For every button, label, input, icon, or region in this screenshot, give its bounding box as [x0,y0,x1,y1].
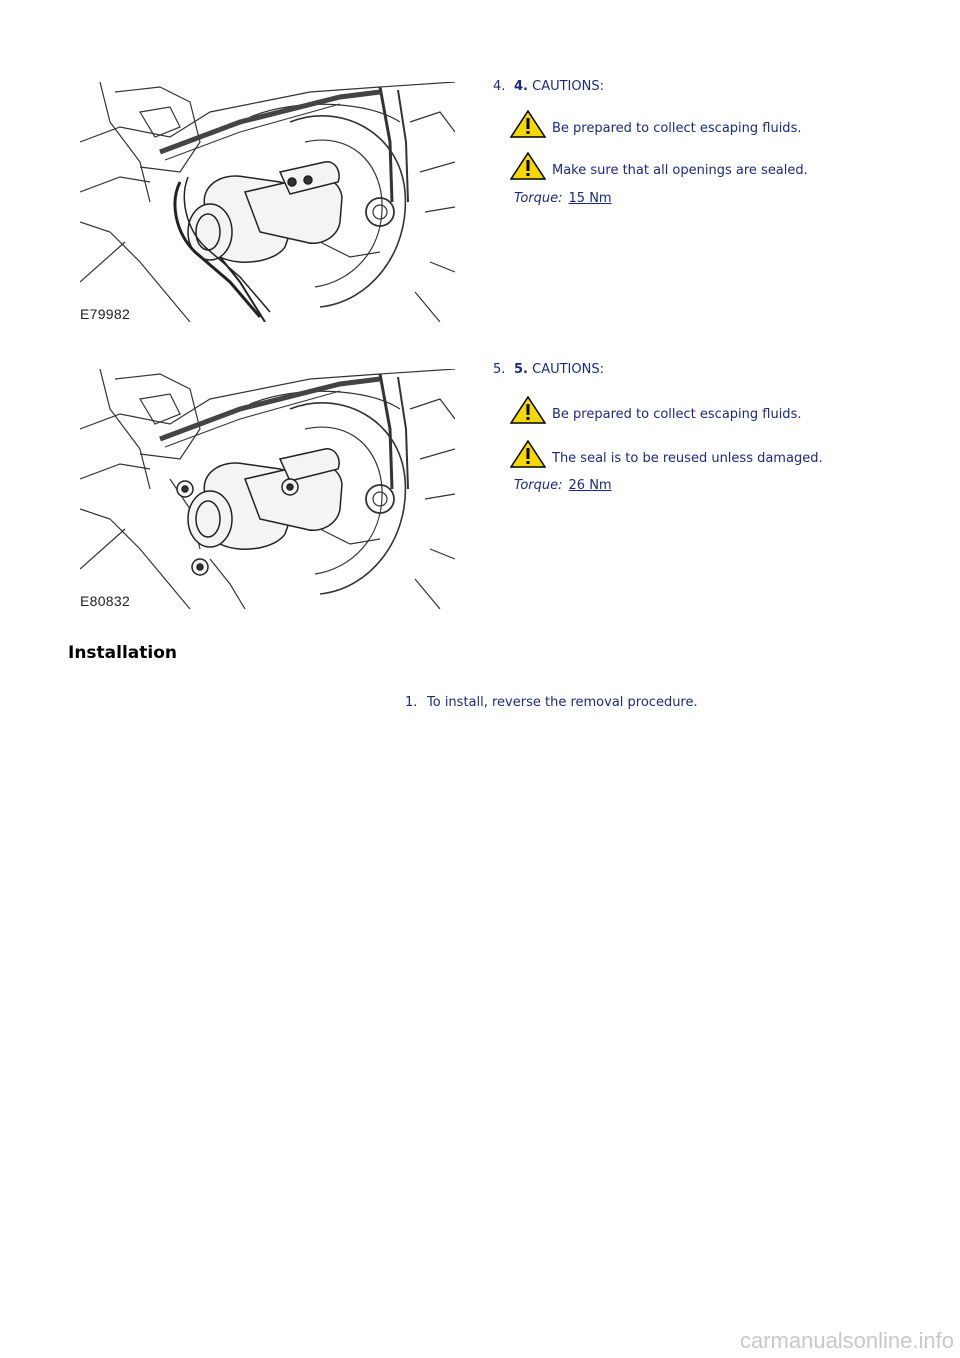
figure-label: E80832 [80,593,131,609]
caution-text: Make sure that all openings are sealed. [552,163,808,178]
illustration-master-cylinder [80,82,455,322]
step-number: 4. [493,79,506,94]
torque-label: Torque: [514,478,563,493]
caution-item [510,396,801,424]
torque-value-link[interactable]: 26 Nm [568,478,612,493]
watermark-footer: carmanualsonline.info [739,1328,954,1353]
step-number: 5. [493,362,506,377]
step-heading [514,79,604,94]
torque-spec [514,191,612,206]
section-title-installation: Installation [68,643,178,663]
caution-text: Be prepared to collect escaping fluids. [552,407,802,422]
step-heading [514,362,604,377]
caution-item [510,152,808,180]
torque-spec [514,478,612,493]
caution-text: Be prepared to collect escaping fluids. [552,121,802,136]
step-heading-number: 4. [514,79,528,94]
illustration-master-cylinder [80,369,455,609]
caution-item [510,110,801,138]
warning-triangle-icon [510,152,546,180]
figure-label: E79982 [80,306,131,322]
installation-step-number: 1. [405,695,418,710]
step-heading-number: 5. [514,362,528,377]
warning-triangle-icon [510,440,546,468]
torque-value-link[interactable]: 15 Nm [568,191,612,206]
warning-triangle-icon [510,396,546,424]
figure-e79982 [80,82,455,322]
torque-label: Torque: [514,191,563,206]
figure-e80832 [80,369,455,609]
installation-step-text: To install, reverse the removal procedure. [427,695,698,710]
warning-triangle-icon [510,110,546,138]
step-heading-text: CAUTIONS: [527,362,604,377]
caution-item [510,440,823,468]
caution-text: The seal is to be reused unless damaged. [552,451,823,466]
step-heading-text: CAUTIONS: [527,79,604,94]
